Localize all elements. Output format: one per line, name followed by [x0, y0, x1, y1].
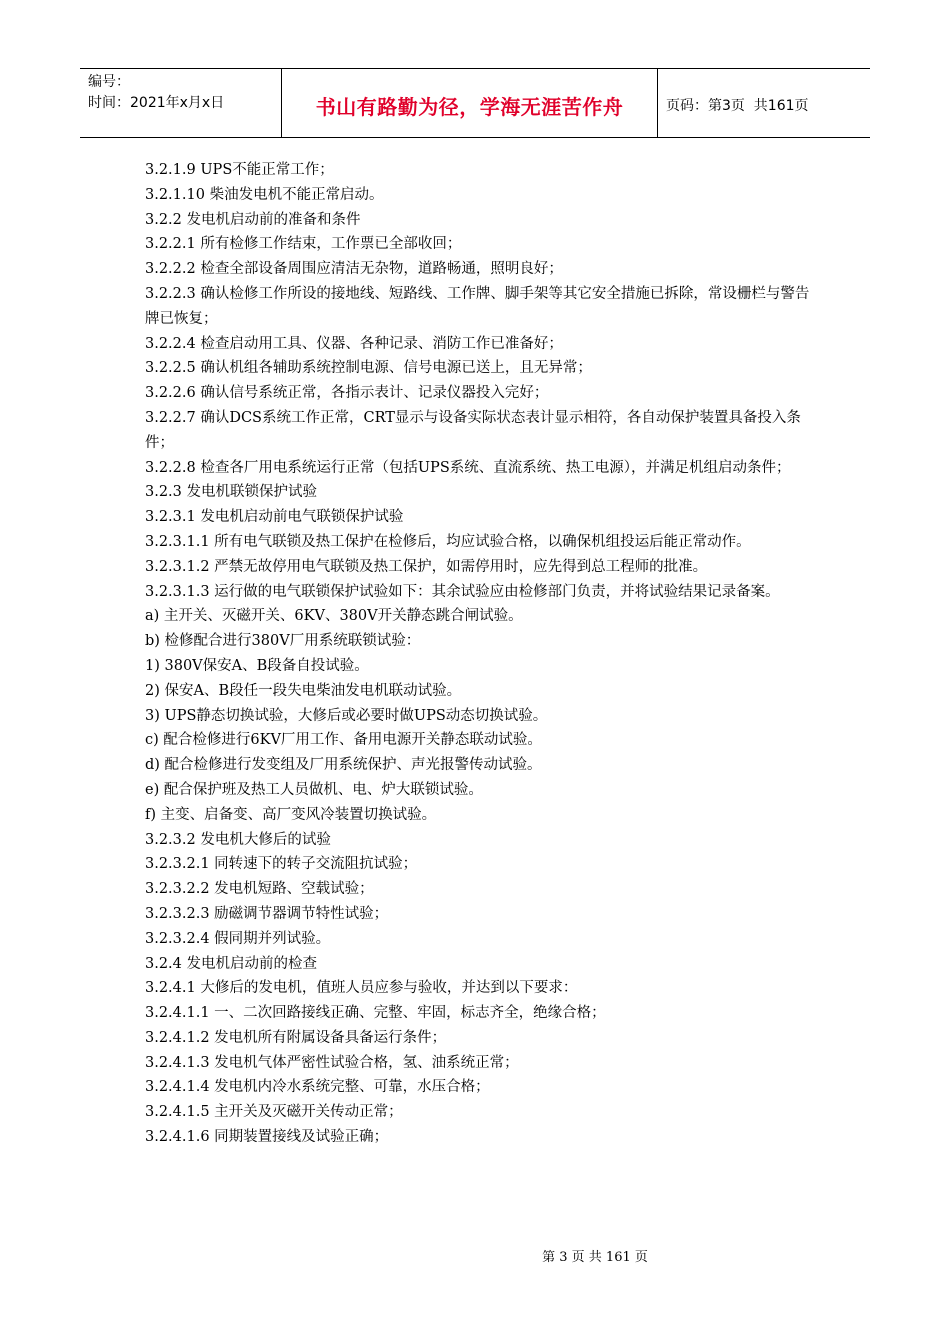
- text-line: e) 配合保护班及热工人员做机、电、炉大联锁试验。: [145, 781, 483, 798]
- text-line: 3.2.4.1.4 发电机内冷水系统完整、可靠，水压合格；: [145, 1079, 490, 1096]
- text-line: 3.2.3.2 发电机大修后的试验: [145, 831, 331, 848]
- text-line: 3.2.3.1.3 运行做的电气联锁保护试验如下：其余试验应由检修部门负责，并将试验结果记录备案。: [145, 583, 780, 600]
- text-line: a) 主开关、灭磁开关、6KV、380V开关静态跳合闸试验。: [145, 608, 523, 625]
- document-time-label: 时间：2021年x月x日: [88, 95, 225, 111]
- text-line: 3.2.4.1 大修后的发电机，值班人员应参与验收，并达到以下要求：: [145, 980, 578, 997]
- text-line: 3.2.3.1.2 严禁无故停用电气联锁及热工保护，如需停用时，应先得到总工程师的批准。: [145, 558, 708, 575]
- text-line: 3.2.3.1 发电机启动前电气联锁保护试验: [145, 509, 404, 526]
- text-line: 3.2.2.2 检查全部设备周围应清洁无杂物，道路畅通，照明良好；: [145, 261, 563, 278]
- text-line: 3.2.2.6 确认信号系统正常，各指示表计、记录仪器投入完好；: [145, 385, 549, 402]
- text-line: 3.2.2.7 确认DCS系统工作正常，CRT显示与设备实际状态表计显示相符，各自动保护装置具备投入条件；: [145, 409, 801, 451]
- header-motto: 书山有路勤为径，学海无涯苦作舟: [315, 94, 624, 119]
- document-body: [145, 158, 810, 1150]
- text-line: 3.2.4.1.2 发电机所有附属设备具备运行条件；: [145, 1029, 447, 1046]
- header-meta: [80, 69, 282, 137]
- text-line: 2) 保安A、B段任一段失电柴油发电机联动试验。: [145, 682, 462, 699]
- text-line: 3.2.4.1.1 一、二次回路接线正确、完整、牢固，标志齐全，绝缘合格；: [145, 1005, 606, 1022]
- text-line: 3.2.4.1.6 同期装置接线及试验正确；: [145, 1129, 389, 1146]
- text-line: 3.2.3.2.4 假同期并列试验。: [145, 930, 331, 947]
- header-page-info: 页码：第3页 共161页: [666, 98, 809, 114]
- text-line: 3.2.4.1.5 主开关及灭磁开关传动正常；: [145, 1104, 403, 1121]
- footer-page-number: 第 3 页 共 161 页: [542, 1250, 648, 1265]
- text-line: 3.2.2.1 所有检修工作结束，工作票已全部收回；: [145, 236, 462, 253]
- text-line: 3.2.4 发电机启动前的检查: [145, 955, 318, 972]
- text-line: 3.2.3.2.3 励磁调节器调节特性试验；: [145, 905, 389, 922]
- page-header: [80, 68, 870, 138]
- text-line: 3.2.2.5 确认机组各辅助系统控制电源、信号电源已送上，且无异常；: [145, 360, 592, 377]
- text-line: b) 检修配合进行380V厂用系统联锁试验：: [145, 633, 421, 650]
- text-line: 3.2.3.1.1 所有电气联锁及热工保护在检修后，均应试验合格，以确保机组投运后能正常动作。: [145, 533, 751, 550]
- text-line: c) 配合检修进行6KV厂用工作、备用电源开关静态联动试验。: [145, 732, 542, 749]
- text-line: 3.2.2 发电机启动前的准备和条件: [145, 211, 361, 228]
- document-number-label: 编号：: [88, 74, 130, 90]
- text-line: 3.2.3.2.1 同转速下的转子交流阻抗试验；: [145, 856, 418, 873]
- text-line: 3.2.3.2.2 发电机短路、空载试验；: [145, 881, 374, 898]
- text-line: d) 配合检修进行发变组及厂用系统保护、声光报警传动试验。: [145, 757, 542, 774]
- header-motto-cell: [282, 69, 658, 137]
- text-line: 1) 380V保安A、B段备自投试验。: [145, 657, 369, 674]
- text-line: 3.2.1.9 UPS不能正常工作；: [145, 162, 334, 178]
- text-line: 3.2.2.3 确认检修工作所设的接地线、短路线、工作牌、脚手架等其它安全措施已拆除，常设栅栏与警告牌已恢复；: [145, 285, 810, 327]
- text-line: 3.2.1.10 柴油发电机不能正常启动。: [145, 186, 384, 203]
- text-line: 3) UPS静态切换试验，大修后或必要时做UPS动态切换试验。: [145, 707, 548, 724]
- text-line: 3.2.2.8 检查各厂用电系统运行正常（包括UPS系统、直流系统、热工电源），并满足机组启动条件；: [145, 459, 791, 476]
- text-line: 3.2.3 发电机联锁保护试验: [145, 484, 318, 501]
- text-line: f) 主变、启备变、高厂变风冷装置切换试验。: [145, 806, 437, 823]
- text-line: 3.2.2.4 检查启动用工具、仪器、各种记录、消防工作已准备好；: [145, 335, 563, 352]
- page-footer: [0, 1246, 950, 1265]
- text-line: 3.2.4.1.3 发电机气体严密性试验合格，氢、油系统正常；: [145, 1054, 519, 1071]
